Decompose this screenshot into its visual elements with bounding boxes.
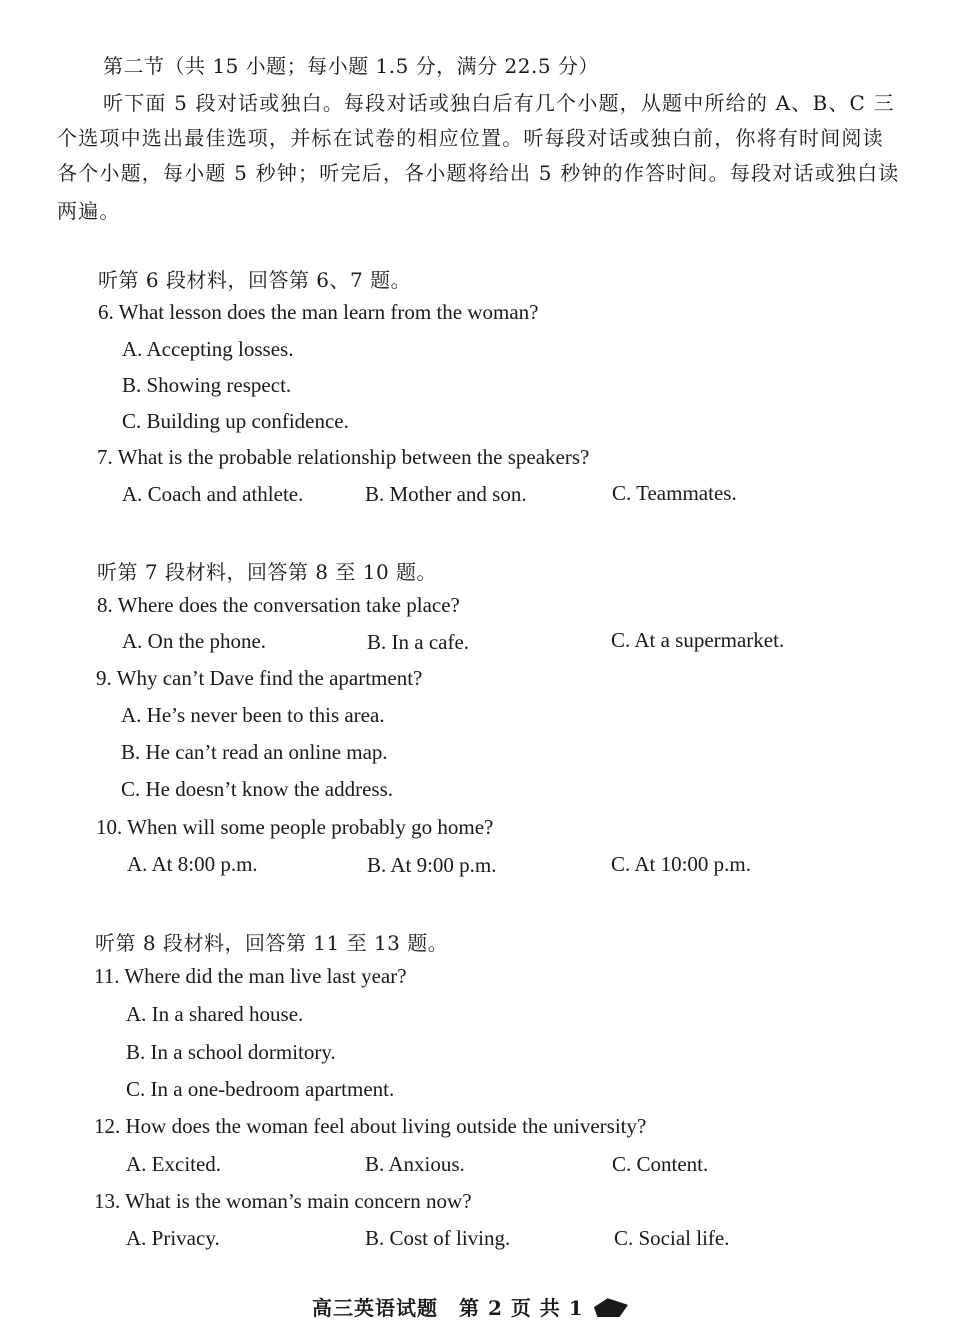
answer-option[interactable]: A. At 8:00 p.m. [127, 852, 258, 876]
group-instruction: 听第 8 段材料，回答第 11 至 13 题。 [95, 931, 449, 955]
ink-smudge [594, 1295, 628, 1317]
question-stem: 10. When will some people probably go home? [96, 815, 494, 839]
answer-option[interactable]: B. Mother and son. [365, 482, 527, 506]
answer-option[interactable]: B. Showing respect. [122, 373, 292, 397]
intro-line: 个选项中选出最佳选项，并标在试卷的相应位置。听每段对话或独白前，你将有时间阅读 [57, 126, 884, 150]
answer-option[interactable]: C. Social life. [614, 1226, 730, 1250]
answer-option[interactable]: A. Coach and athlete. [122, 482, 304, 506]
answer-option[interactable]: A. He’s never been to this area. [121, 703, 385, 727]
answer-option[interactable]: A. Privacy. [126, 1226, 220, 1250]
section-heading: 第二节（共 15 小题；每小题 1.5 分，满分 22.5 分） [103, 54, 599, 78]
answer-option[interactable]: C. In a one-bedroom apartment. [126, 1077, 395, 1101]
intro-line: 听下面 5 段对话或独白。每段对话或独白后有几个小题，从题中所给的 A、B、C 三 [103, 91, 895, 115]
question-stem: 13. What is the woman’s main concern now? [94, 1189, 472, 1213]
intro-line: 各个小题，每小题 5 秒钟；听完后，各小题将给出 5 秒钟的作答时间。每段对话或独白读 [57, 161, 900, 185]
group-instruction: 听第 6 段材料，回答第 6、7 题。 [98, 268, 412, 292]
answer-option[interactable]: A. Accepting losses. [122, 337, 294, 361]
answer-option[interactable]: C. At a supermarket. [611, 628, 785, 652]
answer-option[interactable]: A. In a shared house. [126, 1002, 304, 1026]
answer-option[interactable]: C. He doesn’t know the address. [121, 777, 393, 801]
answer-option[interactable]: B. He can’t read an online map. [121, 740, 388, 764]
answer-option[interactable]: B. Cost of living. [365, 1226, 511, 1250]
answer-option[interactable]: A. On the phone. [122, 629, 267, 653]
answer-option[interactable]: B. In a school dormitory. [126, 1040, 336, 1064]
question-stem: 12. How does the woman feel about living outside the university? [94, 1114, 647, 1138]
answer-option[interactable]: C. At 10:00 p.m. [611, 852, 752, 876]
question-stem: 11. Where did the man live last year? [94, 964, 407, 988]
page-footer: 高三英语试题 第 2 页 共 1 [312, 1296, 584, 1320]
answer-option[interactable]: B. Anxious. [365, 1152, 465, 1176]
question-stem: 6. What lesson does the man learn from the woman? [98, 300, 539, 324]
answer-option[interactable]: C. Teammates. [612, 481, 737, 505]
question-stem: 9. Why can’t Dave find the apartment? [96, 666, 423, 690]
answer-option[interactable]: B. At 9:00 p.m. [367, 853, 497, 877]
answer-option[interactable]: B. In a cafe. [367, 630, 470, 654]
answer-option[interactable]: A. Excited. [126, 1152, 222, 1176]
intro-line: 两遍。 [57, 199, 121, 223]
question-stem: 8. Where does the conversation take place? [97, 593, 460, 617]
group-instruction: 听第 7 段材料，回答第 8 至 10 题。 [97, 560, 438, 584]
answer-option[interactable]: C. Content. [612, 1152, 709, 1176]
answer-option[interactable]: C. Building up confidence. [122, 409, 349, 433]
question-stem: 7. What is the probable relationship between the speakers? [97, 445, 590, 469]
